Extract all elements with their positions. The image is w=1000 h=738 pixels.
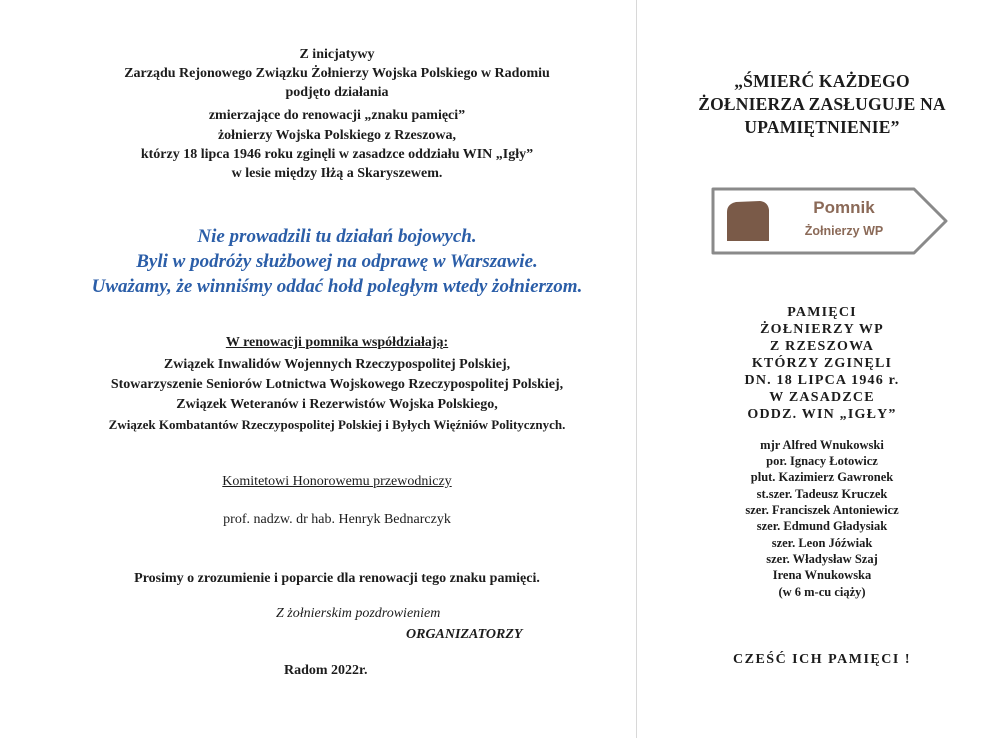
sign-label-soldiers: Żołnierzy WP [804, 224, 884, 238]
greeting-text: Z żołnierskim pozdrowieniem [276, 606, 441, 621]
victim-name: por. Ignacy Łotowicz [766, 454, 878, 468]
committee-chair: prof. nadzw. dr hab. Henryk Bednarczyk [223, 512, 451, 527]
right-panel [652, 0, 992, 738]
memorial-dedication-line: ŻOŁNIERZY WP [760, 322, 884, 337]
committee-heading: Komitetowi Honorowemu przewodniczy [222, 474, 452, 489]
memorial-dedication-line: Z RZESZOWA [769, 339, 875, 354]
victim-name: szer. Władysław Szaj [766, 552, 878, 566]
victim-name: plut. Kazimierz Gawronek [750, 470, 894, 484]
memorial-dedication-line: ODDZ. WIN „IGŁY” [747, 407, 897, 422]
memorial-dedication-line: KTÓRZY ZGINĘLI [751, 356, 893, 371]
monument-icon [727, 201, 769, 241]
cooperation-line: Związek Weteranów i Rezerwistów Wojska Polskiego, [176, 397, 498, 412]
cooperation-line: Stowarzyszenie Seniorów Lotnictwa Wojskowego Rzeczypospolitej Polskiej, [110, 377, 564, 392]
sign-label-pomnik: Pomnik [813, 198, 875, 217]
quote-line: Nie prowadzili tu działań bojowych. [197, 226, 477, 247]
memorial-title-line: ŻOŁNIERZA ZASŁUGUJE NA [698, 94, 946, 114]
intro-line: Zarządu Rejonowego Związku Żołnierzy Wojska Polskiego w Radomiu [124, 66, 550, 81]
intro-line: w lesie między Iłżą a Skaryszewem. [231, 166, 443, 181]
intro-line: zmierzające do renowacji „znaku pamięci” [208, 108, 466, 123]
victim-note: (w 6 m-cu ciąży) [778, 585, 866, 599]
memorial-dedication-line: PAMIĘCI [787, 305, 857, 320]
page-fold-line [636, 0, 637, 738]
organizers-text: ORGANIZATORZY [406, 627, 523, 642]
memorial-dedication-line: W ZASADZCE [769, 390, 875, 405]
cooperation-heading: W renowacji pomnika współdziałają: [225, 335, 449, 350]
intro-line: podjęto działania [285, 85, 389, 100]
memorial-title-line: UPAMIĘTNIENIE” [744, 117, 900, 137]
closing-text: CZEŚĆ ICH PAMIĘCI ! [733, 652, 911, 667]
place-date: Radom 2022r. [284, 663, 368, 678]
left-panel [40, 0, 634, 738]
memorial-title-line: „ŚMIERĆ KAŻDEGO [734, 71, 910, 91]
intro-line: żołnierzy Wojska Polskiego z Rzeszowa, [217, 128, 457, 143]
victim-name: mjr Alfred Wnukowski [760, 438, 884, 452]
victim-name: szer. Leon Jóźwiak [771, 536, 873, 550]
intro-line: Z inicjatywy [299, 47, 375, 62]
cooperation-line: Związek Kombatantów Rzeczypospolitej Polskiej i Byłych Więźniów Politycznych. [108, 417, 566, 432]
victim-name: Irena Wnukowska [772, 568, 872, 582]
cooperation-line: Związek Inwalidów Wojennych Rzeczypospolitej Polskiej, [163, 357, 511, 372]
victim-name: szer. Edmund Gładysiak [756, 519, 888, 533]
victim-name: st.szer. Tadeusz Kruczek [756, 487, 888, 501]
sign-arrow-icon [710, 186, 950, 256]
victim-name: szer. Franciszek Antoniewicz [745, 503, 899, 517]
monument-direction-sign [710, 186, 950, 256]
quote-line: Uważamy, że winniśmy oddać hołd poległym wtedy żołnierzom. [91, 276, 583, 297]
appeal-text: Prosimy o zrozumienie i poparcie dla renowacji tego znaku pamięci. [134, 571, 540, 586]
memorial-dedication-line: DN. 18 LIPCA 1946 r. [744, 373, 900, 388]
quote-line: Byli w podróży służbowej na odprawę w Warszawie. [136, 251, 538, 272]
intro-line: którzy 18 lipca 1946 roku zginęli w zasadzce oddziału WIN „Igły” [140, 147, 534, 162]
